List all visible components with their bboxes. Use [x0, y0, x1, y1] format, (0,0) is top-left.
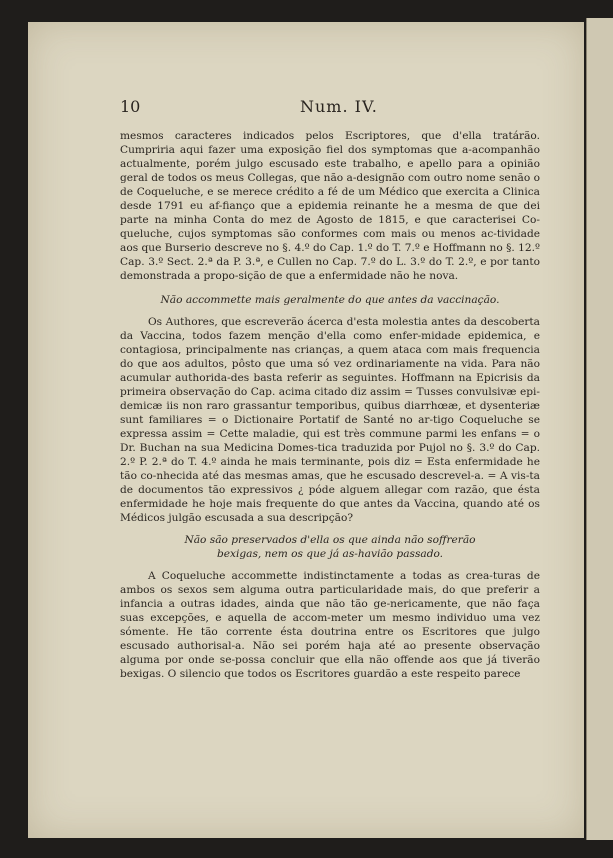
adjacent-page-edge — [586, 18, 613, 840]
page-header — [120, 97, 540, 129]
paragraph-3: A Coqueluche accommette indistinctamente a todas as crea-turas de ambos os sexos sem alguma outra particularidade mais, do que preferir a infancia a outras idades, ainda que não tão ge-nericamente, que não faça suas excepções, e aquella de accom-meter um mesmo individuo uma vez sómente. He tão corrente ésta doutrina entre os Escritores que julgo escusado authorisal-a. Não sei porém haja até ao presente observação alguma por onde se-possa concluir que ella não offende aos que já tiverão bexigas. O silencio que todos os Escritores guardão a este respeito parece — [120, 570, 540, 680]
section-heading-smallpox — [120, 533, 540, 561]
section-heading-smallpox-line-1: Não são preservados d'ella os que ainda não soffrerão — [184, 534, 476, 546]
page-text-block — [120, 97, 540, 681]
running-title: Num. IV. — [300, 97, 378, 116]
paragraph-2: Os Authores, que escreverão ácerca d'esta molestia antes da descoberta da Vaccina, todos fazem menção d'ella como enfer-midade epidemica, e contagiosa, principalmente nas crianças, a quem ataca com mais frequencia do que aos adultos, pôsto que uma só vez ordinariamente na vida. Para não acumular authorida-des basta referir as seguintes. Hoffmann na Epicrisis da primeira observação do Cap. acima citado diz assim = Tusses convulsivæ epi-demicæ iis non raro grassantur temporibus, quibus diarrhœæ, et dysenteriæ sunt familiares = o Dictionaire Portatif de Santé no ar-tigo Coqueluche se expressa assim = Cette maladie, qui est très commune parmi les enfans = o Dr. Buchan na sua Medicina Domes-tica traduzida por Pujol no §. 3.º do Cap. 2.º P. 2.ª do T. 4.º ainda he mais terminante, pois diz = Esta enfermidade he tão co-nhecida até das mesmas amas, que he escusado descrevel-a. = A vis-ta de documentos tão expressivos ¿ póde alguem allegar com razão, que ésta enfermidade he hoje mais frequente do que antes da Vaccina, quando até os Médicos julgão escusada a sua descripção? — [120, 316, 540, 524]
paragraph-1: mesmos caracteres indicados pelos Escriptores, que d'ella tratárão. Cumpriria aqui fazer uma exposição fiel dos symptomas que a-acompanhão actualmente, porém julgo escusado este trabalho, e apello para a opinião geral de todos os meus Collegas, que não a-designão com outro nome senão o de Coqueluche, e se merece crédito a fé de um Médico que exercita a Clinica desde 1791 eu af-fianço que a epidemia reinante he a mesma de que dei parte na minha Conta do mez de Agosto de 1815, e que caracterisei Co-queluche, cujos symptomas são conformes com mais ou menos ac-tividade aos que Burserio descreve no §. 4.º do Cap. 1.º do T. 7.º e Hoffmann no §. 12.º Cap. 3.º Sect. 2.ª da P. 3.ª, e Cullen no Cap. 7.º do L. 3.º do T. 2.º, e por tanto demonstrada a propo-sição de que a enfermidade não he nova. — [120, 130, 540, 282]
page-number: 10 — [120, 97, 141, 116]
section-heading-smallpox-line-2: bexigas, nem os que já as-havião passado. — [216, 548, 444, 560]
section-heading-vaccination: Não accommette mais geralmente do que antes da vaccinação. — [160, 294, 500, 306]
